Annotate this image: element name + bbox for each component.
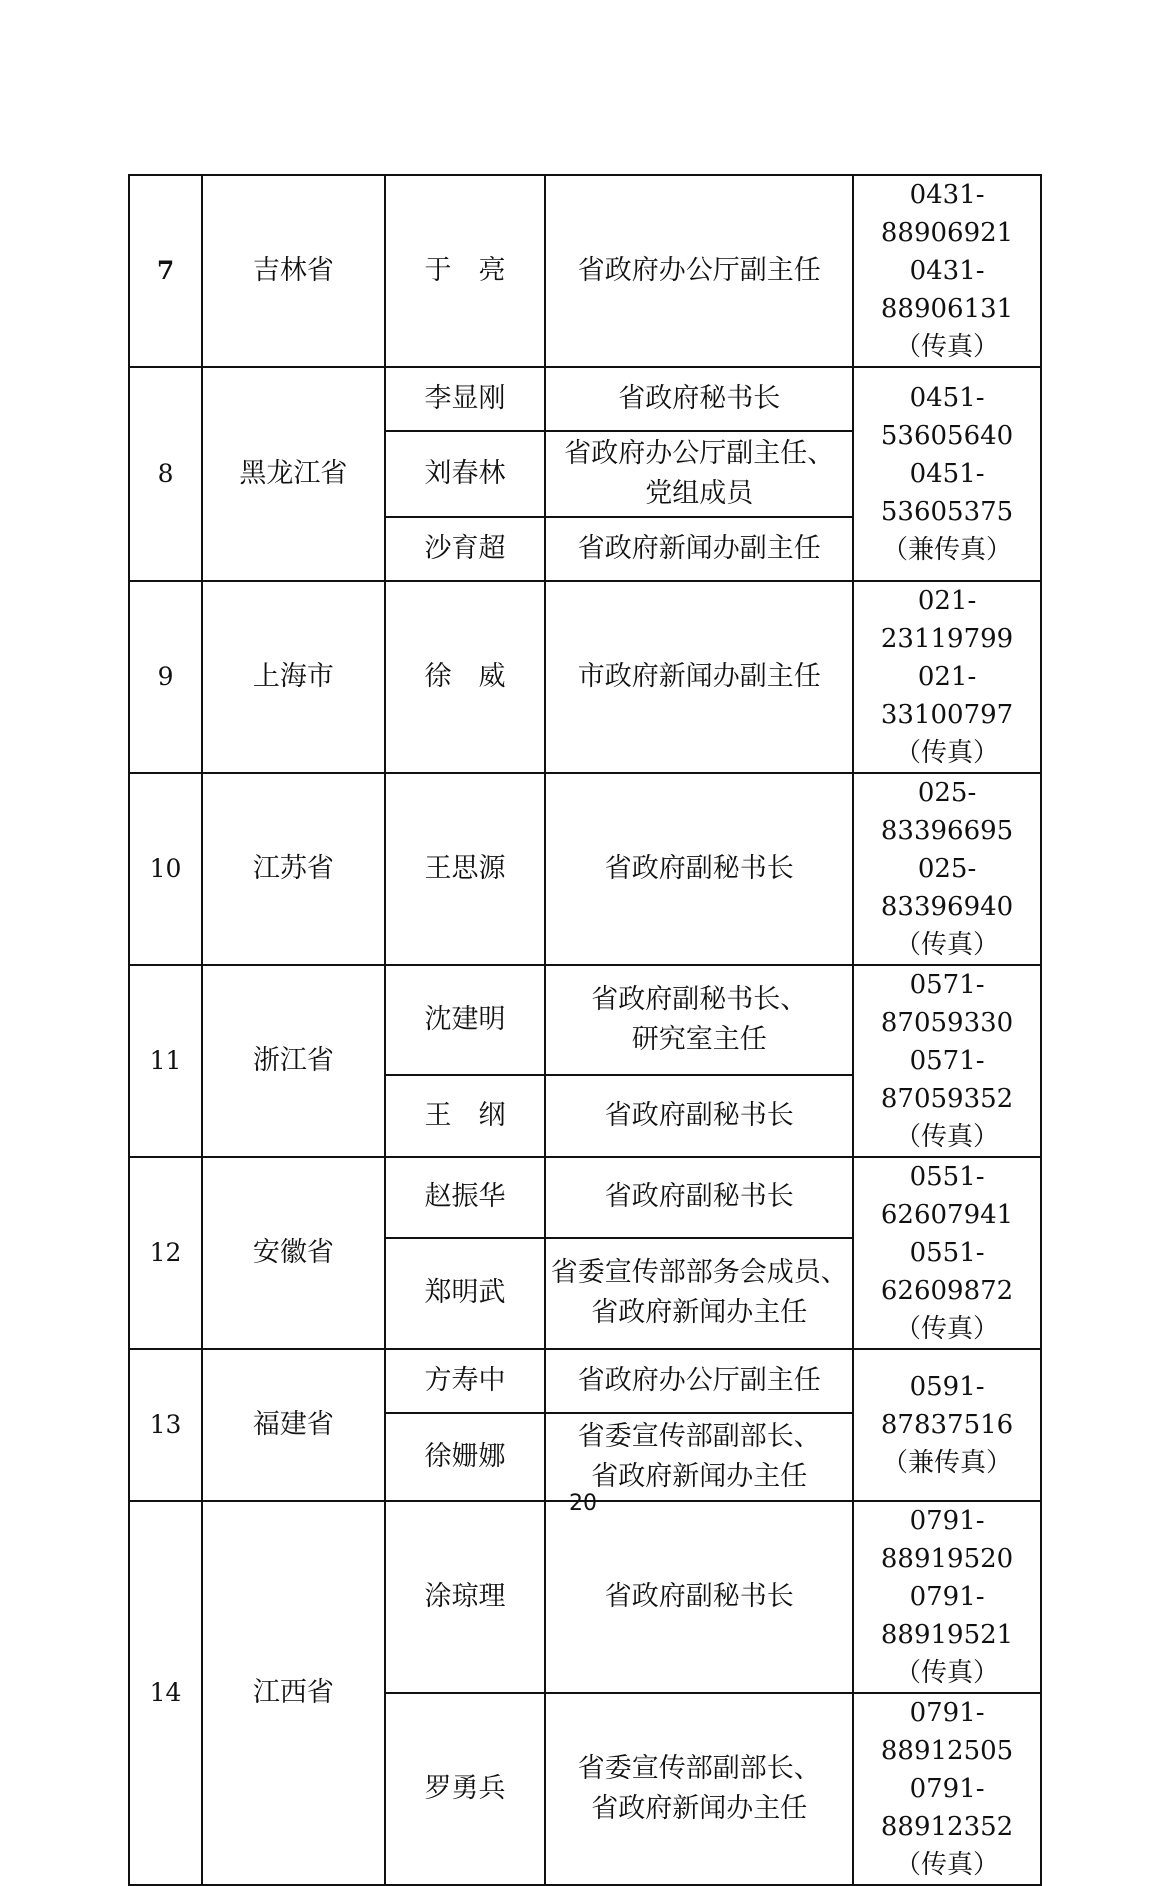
name-cell: 王思源 [385, 773, 546, 965]
title-cell: 省政府副秘书长、 研究室主任 [545, 965, 853, 1075]
name-cell: 刘春林 [385, 431, 546, 517]
title-cell: 省政府副秘书长 [545, 1075, 853, 1157]
phone-cell: 021-23119799 021-33100797 （传真） [853, 581, 1041, 773]
title-cell: 省政府办公厅副主任 [545, 1349, 853, 1413]
table-row [129, 773, 1041, 965]
phone-cell: 0591-87837516 （兼传真） [853, 1349, 1041, 1501]
name-cell: 罗勇兵 [385, 1693, 546, 1885]
phone-cell: 0791-88919520 0791-88919521 （传真） [853, 1501, 1041, 1693]
name-cell: 涂琼理 [385, 1501, 546, 1693]
province-cell: 上海市 [202, 581, 385, 773]
title-cell: 省政府副秘书长 [545, 1157, 853, 1238]
province-cell: 吉林省 [202, 175, 385, 367]
phone-cell: 0431-88906921 0431-88906131 （传真） [853, 175, 1041, 367]
name-cell: 沙育超 [385, 517, 546, 581]
row-number: 8 [129, 367, 202, 581]
table-row [129, 965, 1041, 1075]
title-cell: 省政府秘书长 [545, 367, 853, 431]
table-row [129, 367, 1041, 431]
row-number: 10 [129, 773, 202, 965]
title-cell: 省委宣传部部务会成员、 省政府新闻办主任 [545, 1238, 853, 1349]
row-number: 14 [129, 1501, 202, 1885]
contact-table [128, 174, 1042, 1886]
row-number: 12 [129, 1157, 202, 1349]
title-cell: 省政府办公厅副主任、 党组成员 [545, 431, 853, 517]
province-cell: 安徽省 [202, 1157, 385, 1349]
table-row [129, 1157, 1041, 1238]
title-cell: 省政府副秘书长 [545, 773, 853, 965]
province-cell: 黑龙江省 [202, 367, 385, 581]
phone-cell: 0571-87059330 0571-87059352 （传真） [853, 965, 1041, 1157]
table-row [129, 1349, 1041, 1413]
title-cell: 省政府副秘书长 [545, 1501, 853, 1693]
name-cell: 李显刚 [385, 367, 546, 431]
row-number: 9 [129, 581, 202, 773]
title-cell: 省政府办公厅副主任 [545, 175, 853, 367]
page-number: 20 [569, 1491, 597, 1516]
name-cell: 方寿中 [385, 1349, 546, 1413]
province-cell: 浙江省 [202, 965, 385, 1157]
province-cell: 福建省 [202, 1349, 385, 1501]
name-cell: 赵振华 [385, 1157, 546, 1238]
name-cell: 于 亮 [385, 175, 546, 367]
province-cell: 江西省 [202, 1501, 385, 1885]
name-cell: 徐姗娜 [385, 1413, 546, 1501]
name-cell: 王 纲 [385, 1075, 546, 1157]
phone-cell: 0791-88912505 0791-88912352 （传真） [853, 1693, 1041, 1885]
table-row [129, 581, 1041, 773]
name-cell: 郑明武 [385, 1238, 546, 1349]
row-number: 11 [129, 965, 202, 1157]
name-cell: 沈建明 [385, 965, 546, 1075]
table-row [129, 1501, 1041, 1693]
phone-cell: 025-83396695 025-83396940 （传真） [853, 773, 1041, 965]
name-cell: 徐 威 [385, 581, 546, 773]
row-number: 13 [129, 1349, 202, 1501]
phone-cell: 0551-62607941 0551-62609872 （传真） [853, 1157, 1041, 1349]
title-cell: 省委宣传部副部长、 省政府新闻办主任 [545, 1413, 853, 1501]
province-cell: 江苏省 [202, 773, 385, 965]
title-cell: 省委宣传部副部长、 省政府新闻办主任 [545, 1693, 853, 1885]
phone-cell: 0451-53605640 0451-53605375 （兼传真） [853, 367, 1041, 581]
row-number: 7 [129, 175, 202, 367]
title-cell: 省政府新闻办副主任 [545, 517, 853, 581]
title-cell: 市政府新闻办副主任 [545, 581, 853, 773]
table-row [129, 175, 1041, 367]
